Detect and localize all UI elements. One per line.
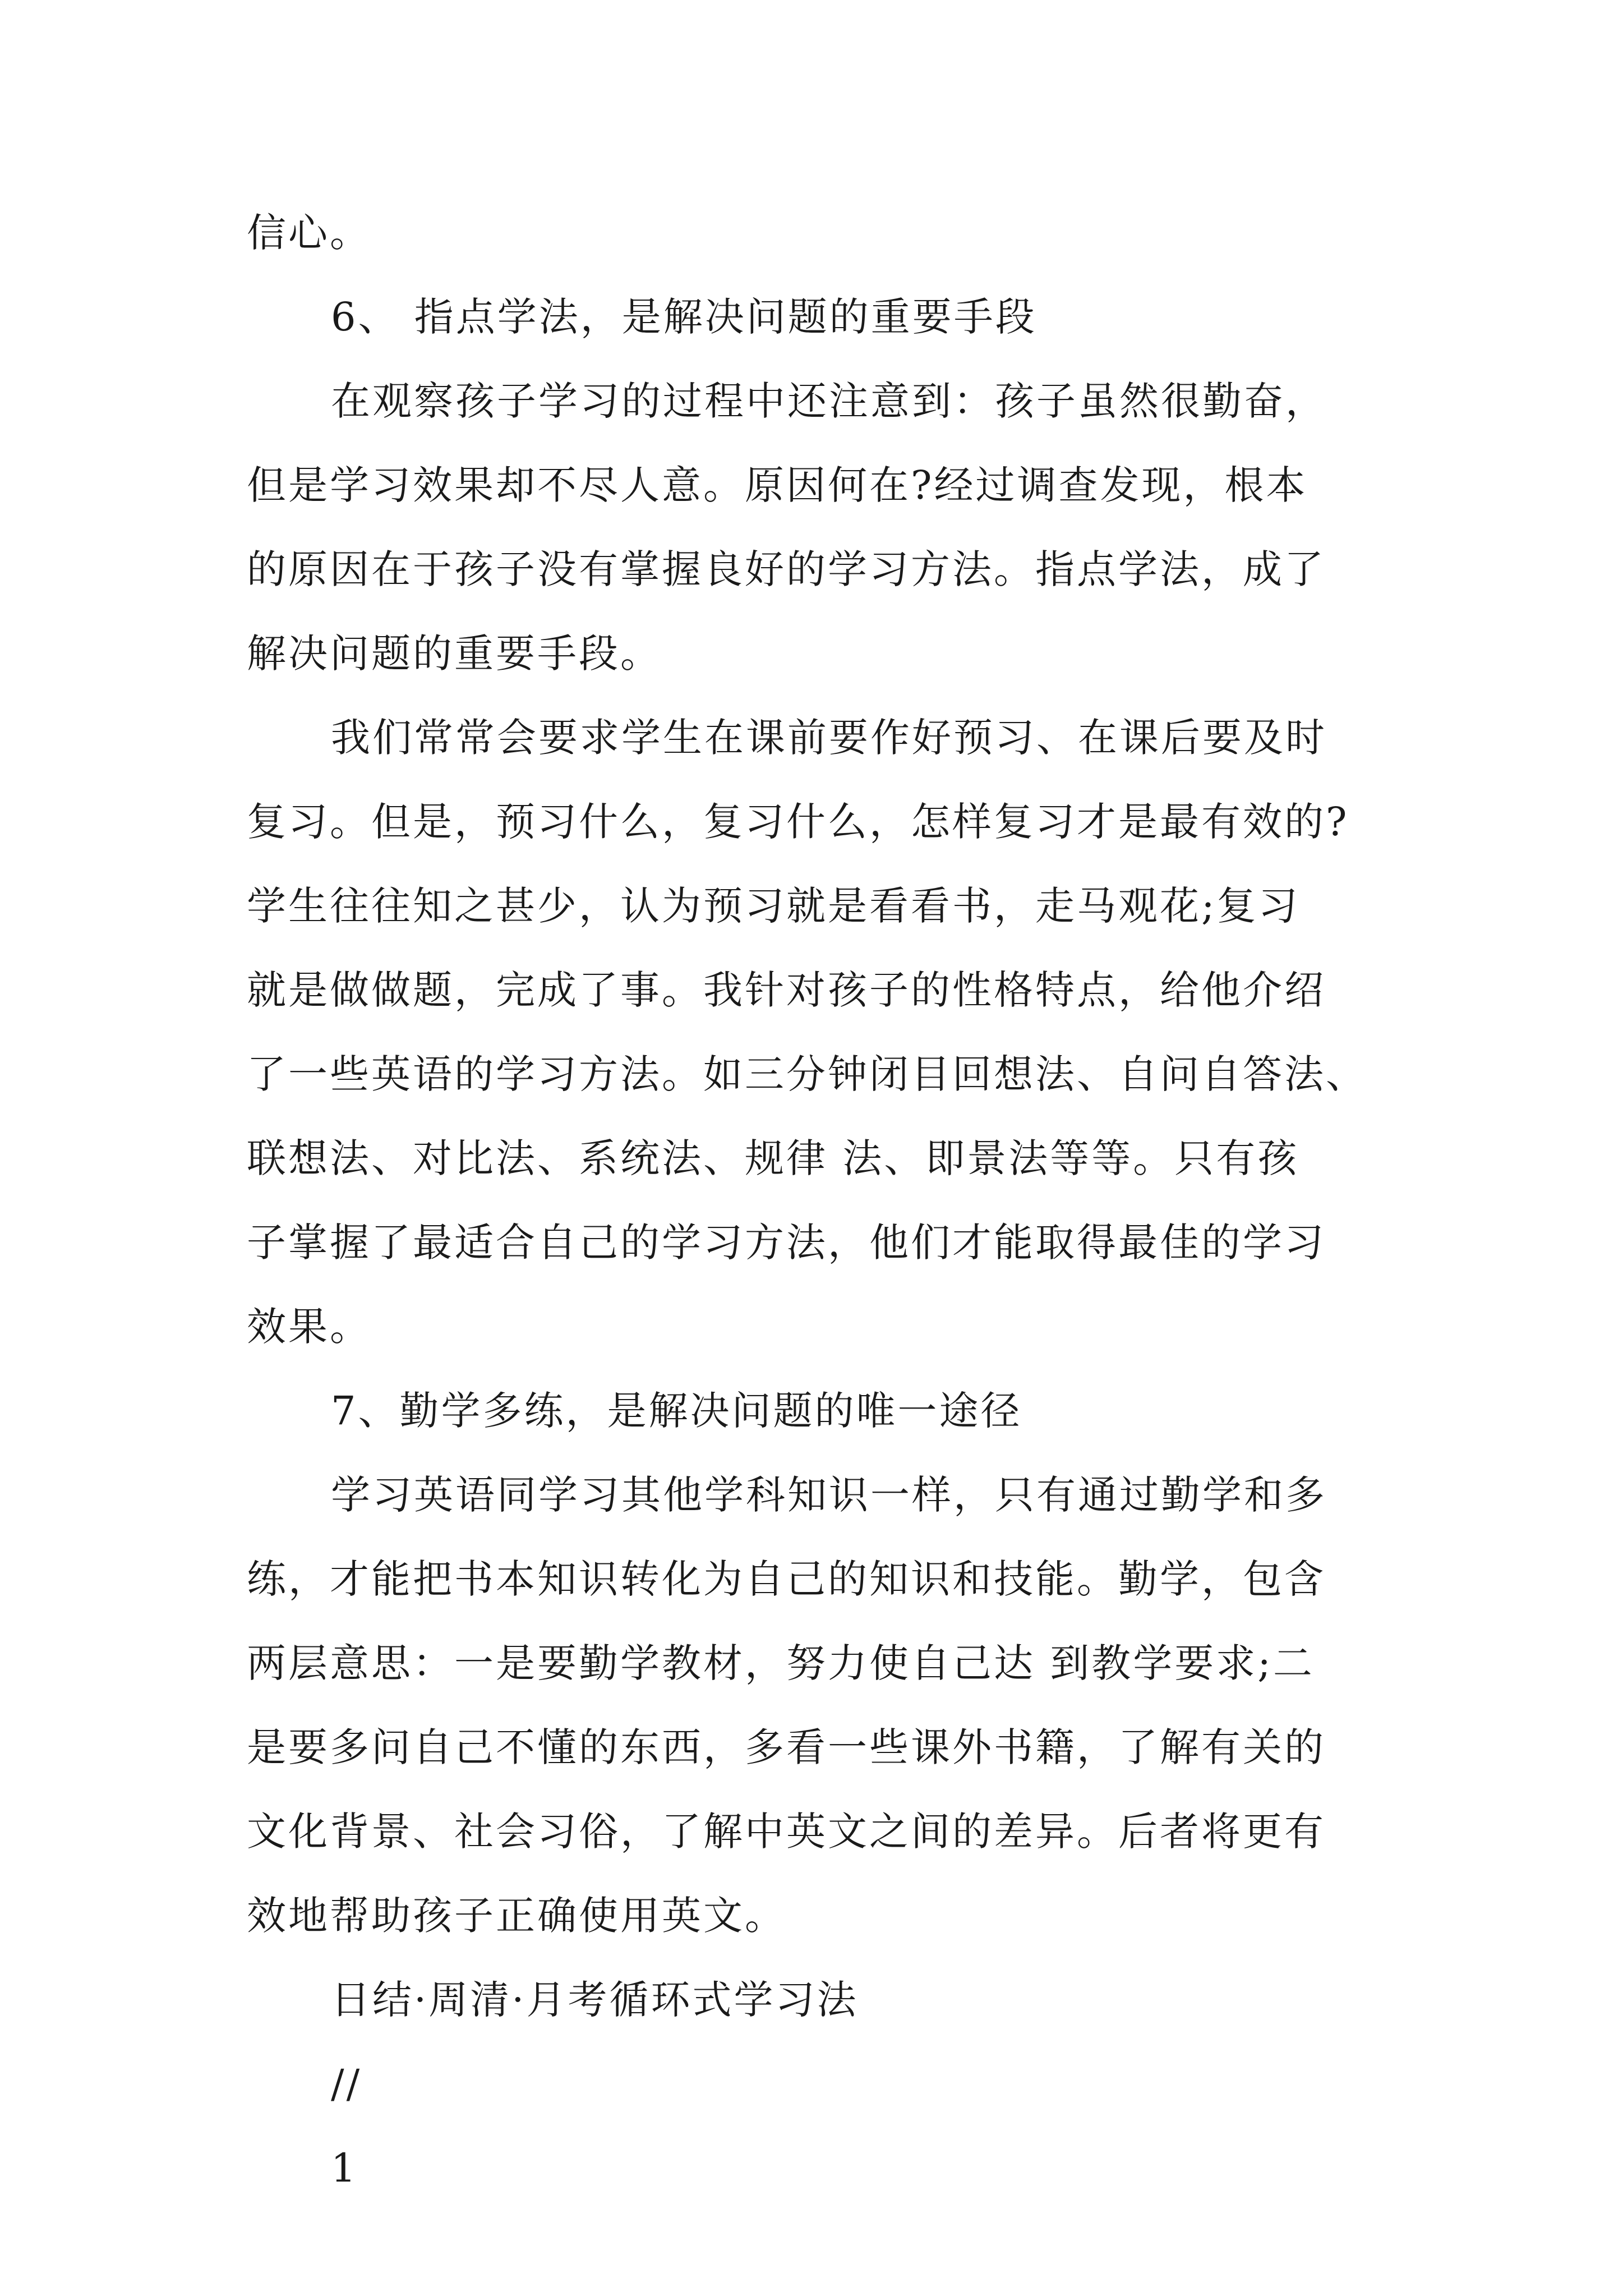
text-line: 练，才能把书本知识转化为自己的知识和技能。勤学，包含 [247,1556,1326,1602]
text-line: 在观察孩子学习的过程中还注意到：孩子虽然很勤奋， [331,378,1327,424]
text-line: 两层意思：一是要勤学教材，努力使自己达 到教学要求;二 [247,1640,1315,1686]
text-line: 文化背景、社会习俗，了解中英文之间的差异。后者将更有 [247,1809,1326,1855]
text-line: 但是学习效果却不尽人意。原因何在?经过调查发现，根本 [247,462,1308,508]
text-line: 的原因在于孩子没有掌握良好的学习方法。指点学法，成了 [247,546,1326,592]
text-line: 学习英语同学习其他学科知识一样，只有通过勤学和多 [331,1472,1327,1518]
text-line: 联想法、对比法、系统法、规律 法、即景法等等。只有孩 [247,1135,1299,1181]
subtitle-line: 日结·周清·月考循环式学习法 [331,1977,859,2023]
section-heading-6: 6、 指点学法，是解决问题的重要手段 [331,294,1037,340]
list-number: 1 [331,2145,358,2191]
text-line: 子掌握了最适合自己的学习方法，他们才能取得最佳的学习 [247,1220,1326,1266]
text-line: 就是做做题，完成了事。我针对孩子的性格特点，给他介绍 [247,967,1326,1013]
text-line: 是要多问自己不懂的东西，多看一些课外书籍，了解有关的 [247,1724,1326,1770]
text-line: 复习。但是，预习什么，复习什么，怎样复习才是最有效的? [247,799,1349,845]
text-line: 学生往往知之甚少，认为预习就是看看书，走马观花;复习 [247,883,1300,929]
text-line: 了一些英语的学习方法。如三分钟闭目回想法、自问自答法、 [247,1051,1367,1097]
text-line: 效地帮助孩子正确使用英文。 [247,1893,786,1939]
separator-text: // [331,2061,362,2107]
text-line: 解决问题的重要手段。 [247,631,662,677]
document-body [247,191,1391,2210]
text-line: 效果。 [247,1304,371,1350]
section-heading-7: 7、勤学多练，是解决问题的唯一途径 [331,1388,1022,1434]
text-line: 信心。 [247,210,371,256]
text-line: 我们常常会要求学生在课前要作好预习、在课后要及时 [331,715,1327,761]
